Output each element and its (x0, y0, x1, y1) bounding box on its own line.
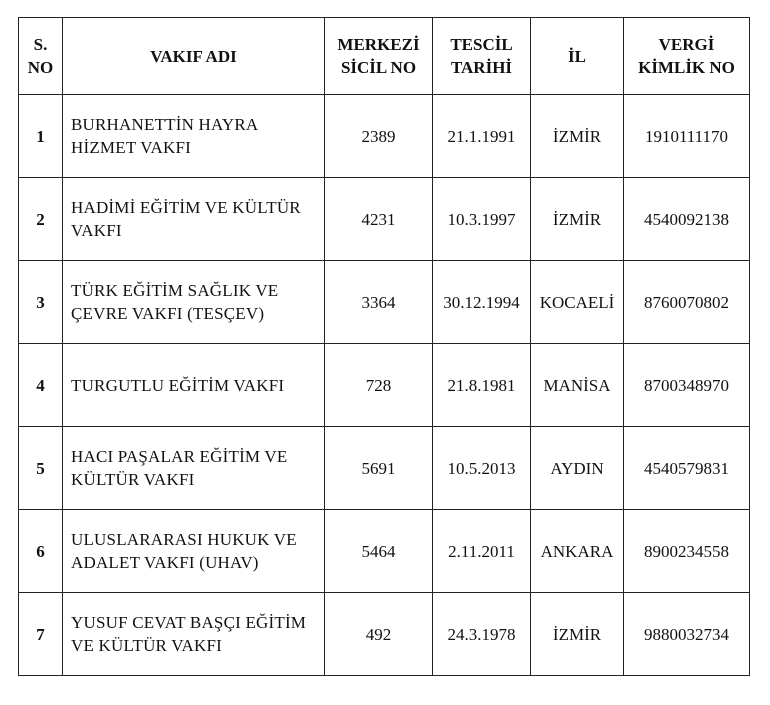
row-number: 7 (19, 593, 63, 676)
tax-id: 8900234558 (624, 510, 750, 593)
registration-date: 30.12.1994 (433, 261, 531, 344)
table-row (19, 593, 750, 676)
table-row (19, 261, 750, 344)
province: KOCAELİ (531, 261, 624, 344)
tax-id: 9880032734 (624, 593, 750, 676)
tax-id: 8700348970 (624, 344, 750, 427)
header-sno: S. NO (19, 18, 63, 95)
table-row (19, 510, 750, 593)
table-row (19, 95, 750, 178)
registry-number: 492 (325, 593, 433, 676)
foundation-name: TÜRK EĞİTİM SAĞLIK VE ÇEVRE VAKFI (TESÇEV) (63, 261, 325, 344)
row-number: 6 (19, 510, 63, 593)
tax-id: 4540092138 (624, 178, 750, 261)
registry-number: 2389 (325, 95, 433, 178)
registry-number: 5464 (325, 510, 433, 593)
registration-date: 10.3.1997 (433, 178, 531, 261)
row-number: 4 (19, 344, 63, 427)
table-row (19, 178, 750, 261)
table-row (19, 427, 750, 510)
foundation-name: HADİMİ EĞİTİM VE KÜLTÜR VAKFI (63, 178, 325, 261)
foundation-name: ULUSLARARASI HUKUK VE ADALET VAKFI (UHAV) (63, 510, 325, 593)
foundation-name: TURGUTLU EĞİTİM VAKFI (63, 344, 325, 427)
province: İZMİR (531, 178, 624, 261)
row-number: 1 (19, 95, 63, 178)
tax-id: 4540579831 (624, 427, 750, 510)
foundation-name: YUSUF CEVAT BAŞÇI EĞİTİM VE KÜLTÜR VAKFI (63, 593, 325, 676)
registry-number: 3364 (325, 261, 433, 344)
province: MANİSA (531, 344, 624, 427)
header-row (19, 18, 750, 95)
foundation-name: HACI PAŞALAR EĞİTİM VE KÜLTÜR VAKFI (63, 427, 325, 510)
registry-number: 5691 (325, 427, 433, 510)
province: İZMİR (531, 593, 624, 676)
registration-date: 10.5.2013 (433, 427, 531, 510)
header-name: VAKIF ADI (63, 18, 325, 95)
row-number: 5 (19, 427, 63, 510)
province: AYDIN (531, 427, 624, 510)
row-number: 3 (19, 261, 63, 344)
tax-id: 8760070802 (624, 261, 750, 344)
registration-date: 2.11.2011 (433, 510, 531, 593)
table-row (19, 344, 750, 427)
registration-date: 24.3.1978 (433, 593, 531, 676)
tax-id: 1910111170 (624, 95, 750, 178)
registry-number: 728 (325, 344, 433, 427)
header-sicil: MERKEZİ SİCİL NO (325, 18, 433, 95)
registration-date: 21.1.1991 (433, 95, 531, 178)
foundation-name: BURHANETTİN HAYRA HİZMET VAKFI (63, 95, 325, 178)
registry-number: 4231 (325, 178, 433, 261)
row-number: 2 (19, 178, 63, 261)
header-tescil: TESCİL TARİHİ (433, 18, 531, 95)
province: İZMİR (531, 95, 624, 178)
header-il: İL (531, 18, 624, 95)
foundations-table (18, 17, 750, 676)
header-vergi: VERGİ KİMLİK NO (624, 18, 750, 95)
province: ANKARA (531, 510, 624, 593)
registration-date: 21.8.1981 (433, 344, 531, 427)
